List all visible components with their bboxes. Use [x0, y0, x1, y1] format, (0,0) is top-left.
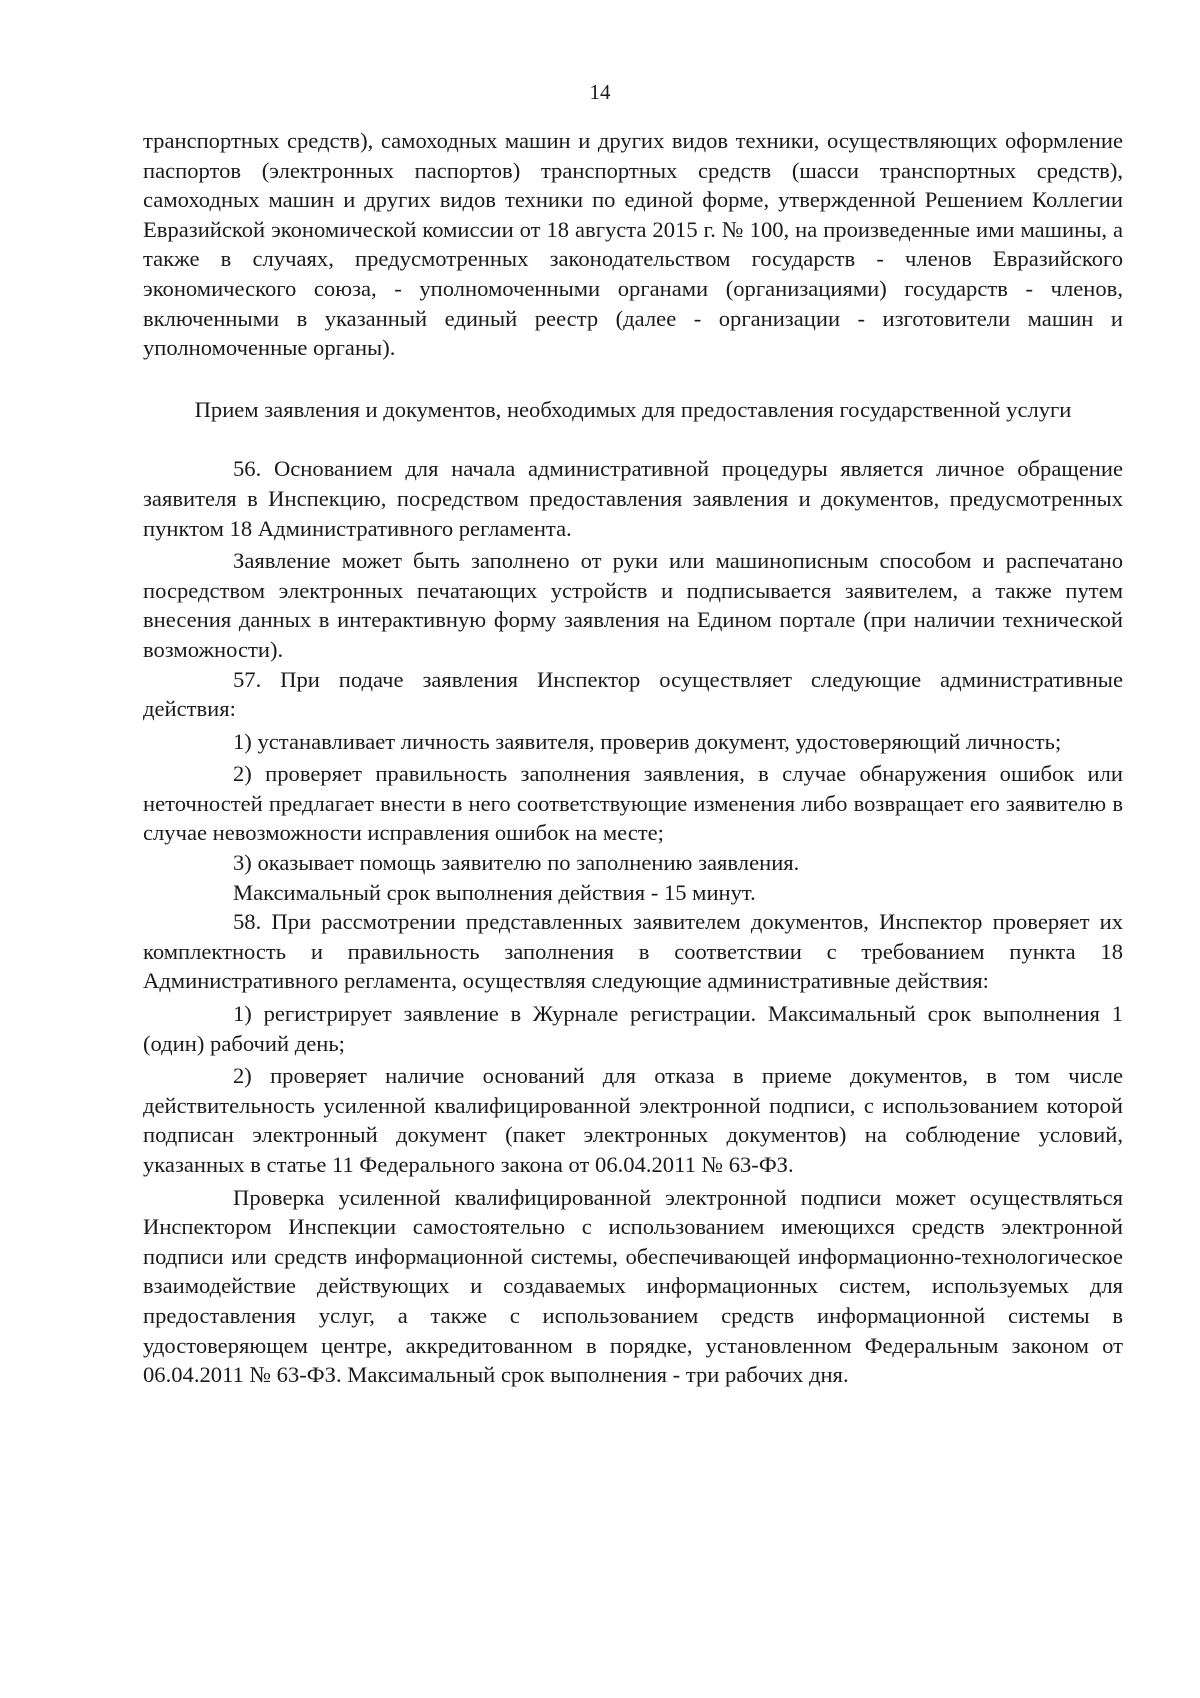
paragraph-application-form: Заявление может быть заполнено от руки или машинописным способом и распечатано посредством электронных печатающих устройств и подписывается заявителем, а также путем внесения данных в интерактивную форму заявления на Едином портале (при наличии технической возможности). — [143, 548, 1123, 662]
list-item-57-3: 3) оказывает помощь заявителю по заполнению заявления. — [233, 850, 800, 876]
page-number: 14 — [589, 80, 611, 104]
list-item-58-1: 1) регистрирует заявление в Журнале регистрации. Максимальный срок выполнения 1 (один) рабочий день; — [143, 1001, 1123, 1056]
paragraph-57: 57. При подаче заявления Инспектор осуществляет следующие административные действия: — [143, 666, 1123, 722]
list-item-57-1: 1) устанавливает личность заявителя, проверив документ, удостоверяющий личность; — [233, 728, 1062, 754]
document-body — [143, 126, 1123, 1390]
list-item-57-2: 2) проверяет правильность заполнения заявления, в случае обнаружения ошибок или неточностей предлагает внести в него соответствующие изменения либо возвращает его заявителю в случае невозможности исправления ошибок на месте; — [143, 761, 1123, 846]
paragraph-signature-check: Проверка усиленной квалифицированной электронной подписи может осуществляться Инспектором Инспекции самостоятельно с использованием имеющихся средств электронной подписи или средств информационной системы, обеспечивающей информационно-технологическое взаимодействие действующих и создаваемых информационных систем, используемых для предоставления услуг, а также с использованием средств информационной системы в удостоверяющем центре, аккредитованном в порядке, установленном Федеральным законом от 06.04.2011 № 63-ФЗ. Максимальный срок выполнения - три рабочих дня. — [143, 1184, 1123, 1388]
section-heading: Прием заявления и документов, необходимых для предоставления государственной услуги — [194, 396, 1072, 422]
list-item-58-2: 2) проверяет наличие оснований для отказа в приеме документов, в том числе действительность усиленной квалифицированной электронной подписи, с использованием которой подписан электронный документ (пакет электронных документов) на соблюдение условий, указанных в статье 11 Федерального закона от 06.04.2011 № 63-ФЗ. — [143, 1063, 1123, 1177]
intro-paragraph: транспортных средств), самоходных машин и других видов техники, осуществляющих оформление паспортов (электронных паспортов) транспортных средств (шасси транспортных средств), самоходных машин и других видов техники по единой форме, утвержденной Решением Коллегии Евразийской экономической комиссии от 18 августа 2015 г. № 100, на произведенные ими машины, а также в случаях, предусмотренных законодательством государств - членов Евразийского экономического союза, - уполномоченными органами (организациями) государств - членов, включенными в указанный единый реестр (далее - организации - изготовители машин и уполномоченные органы). — [143, 128, 1123, 361]
paragraph-max-time-57: Максимальный срок выполнения действия - 15 минут. — [233, 879, 756, 905]
paragraph-56: 56. Основанием для начала административной процедуры является личное обращение заявителя в Инспекцию, посредством предоставления заявления и документов, предусмотренных пунктом 18 Административного регламента. — [143, 456, 1123, 541]
paragraph-58: 58. При рассмотрении представленных заявителем документов, Инспектор проверяет их комплектность и правильность заполнения в соответствии с требованием пункта 18 Административного регламента, осуществляя следующие административные действия: — [143, 909, 1123, 994]
